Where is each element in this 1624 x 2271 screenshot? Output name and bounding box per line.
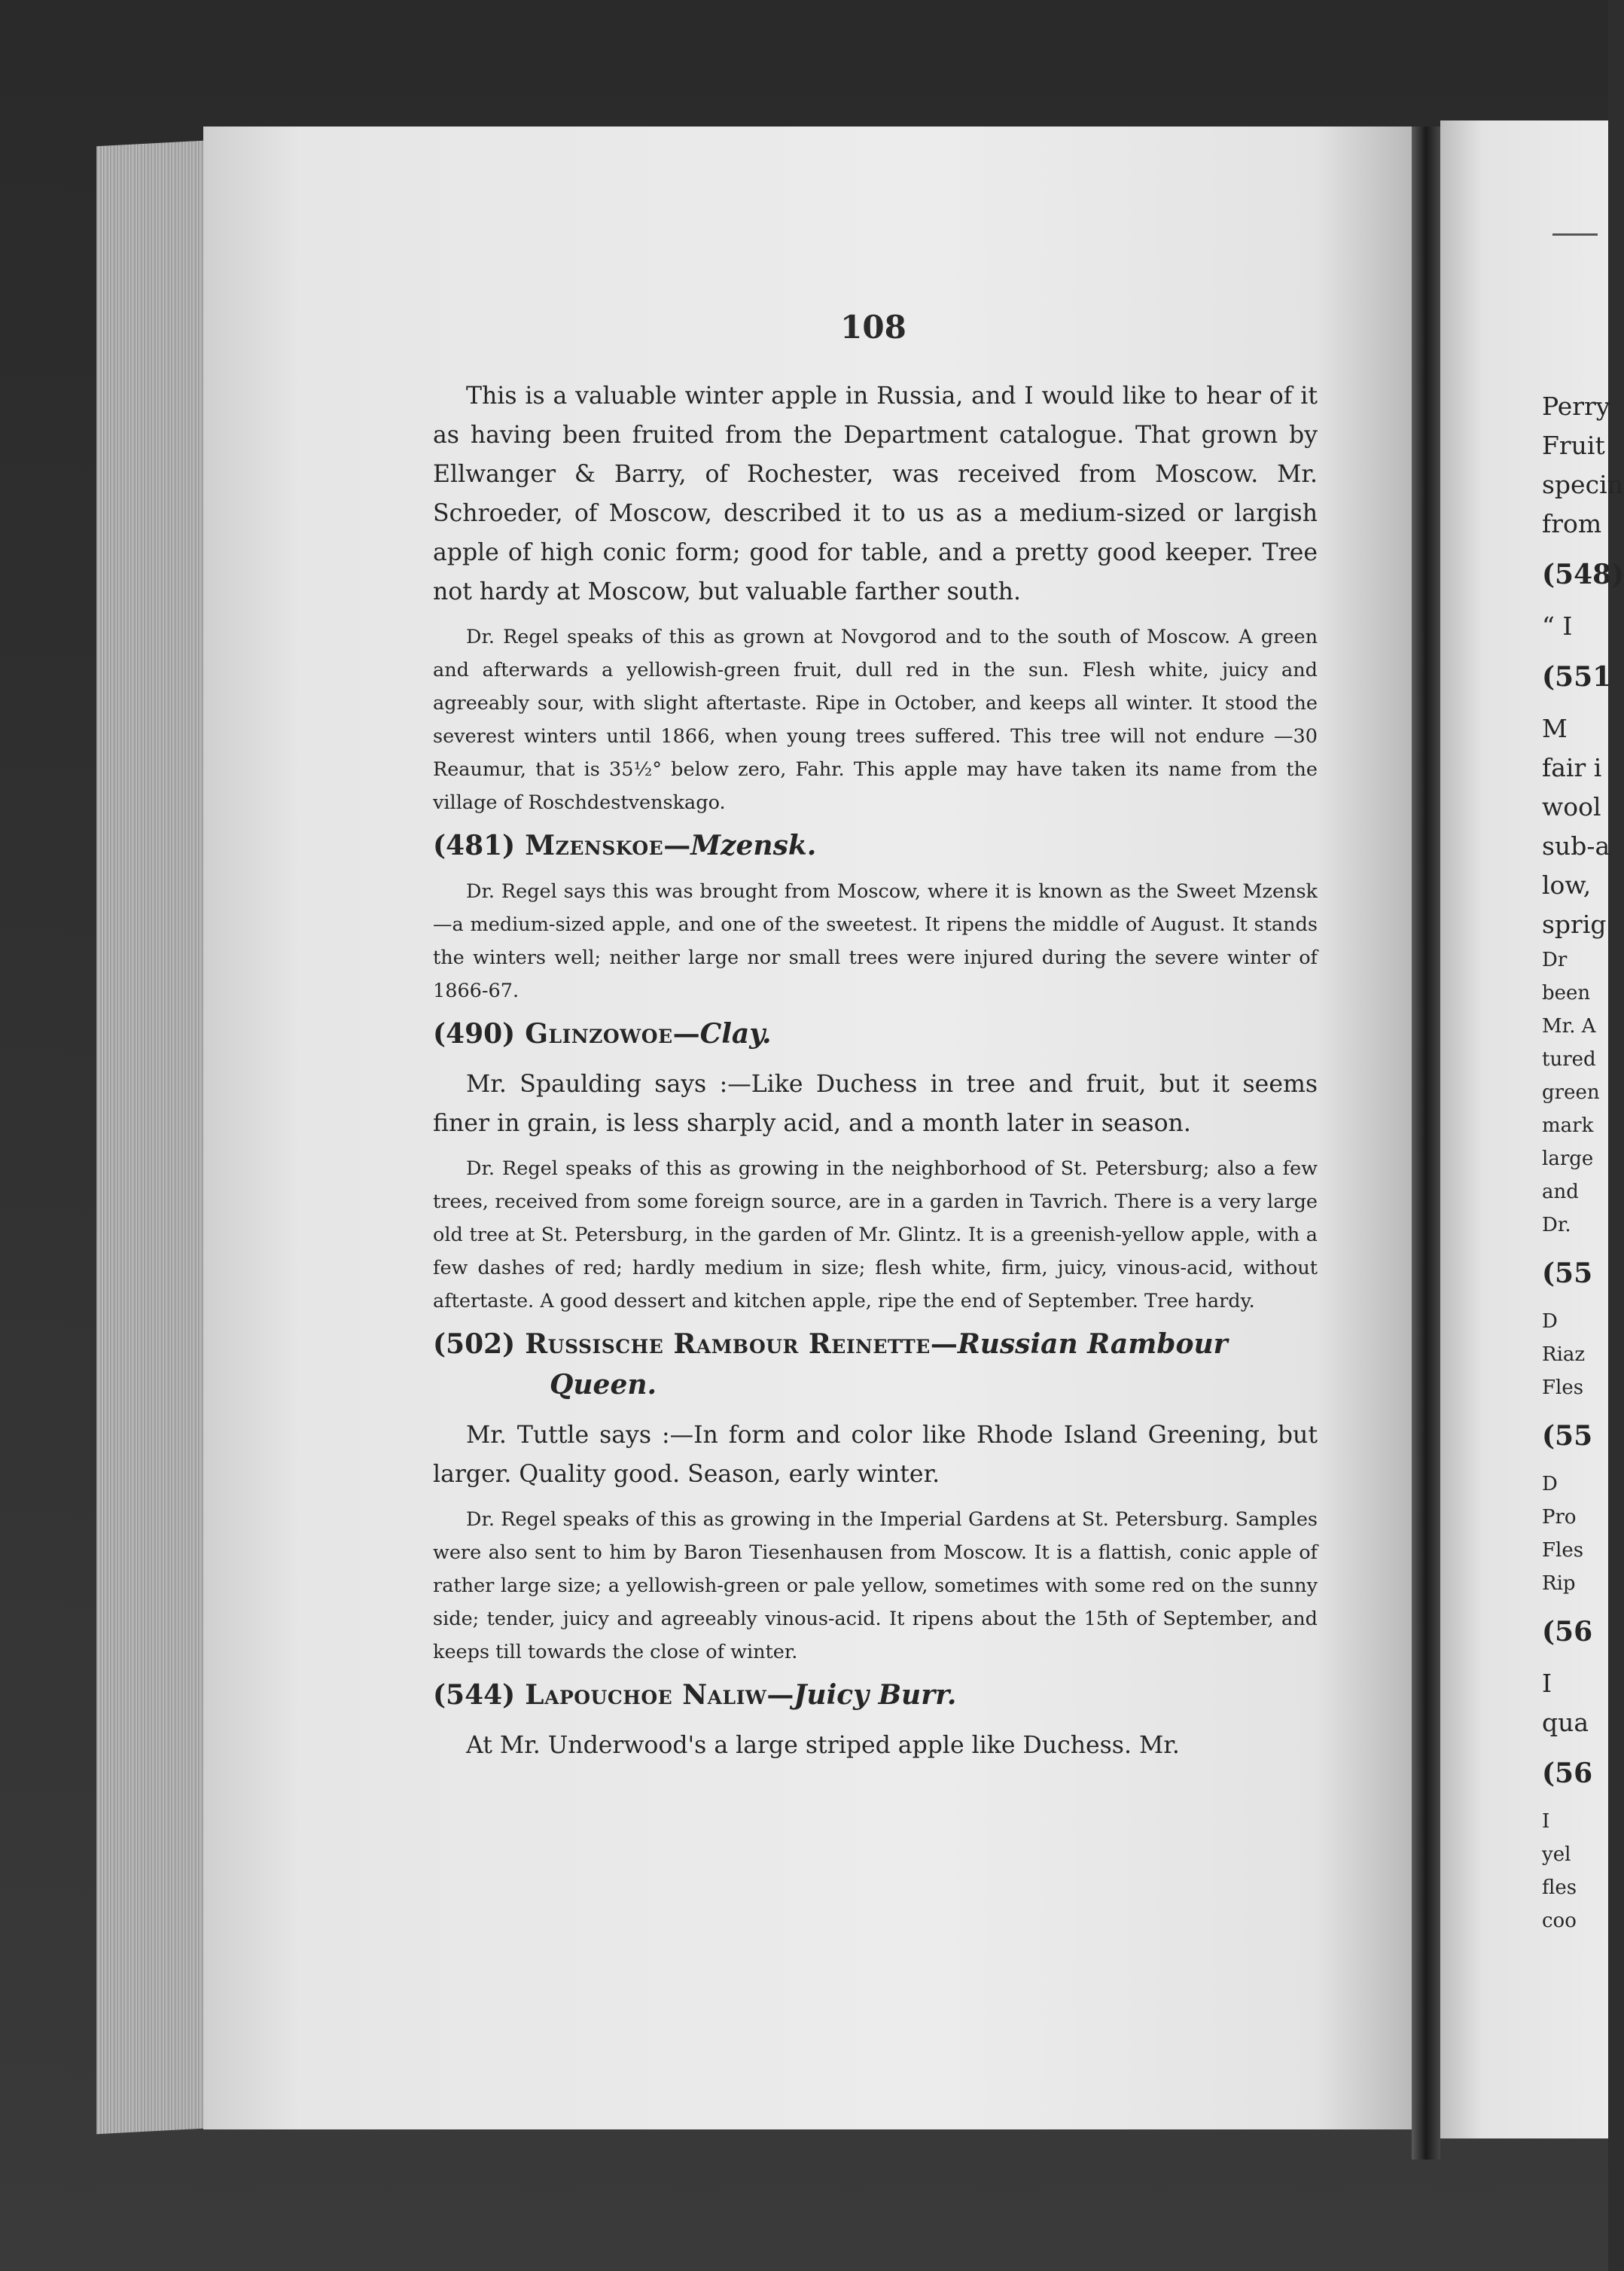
entry-name: Glinzowoe (515, 1018, 673, 1050)
right-page-line: tured (1542, 1048, 1596, 1071)
right-page-line: Pro (1542, 1506, 1577, 1529)
right-page-line: Dr. (1542, 1214, 1571, 1236)
entry-number: (481) (433, 830, 516, 861)
right-page-dash (1552, 233, 1598, 236)
right-page-line: D (1542, 1473, 1558, 1495)
right-page-line: (56 (1542, 1616, 1593, 1648)
entry-dash: — (672, 1018, 700, 1050)
book-page-edges (96, 140, 217, 2134)
right-page-line: (55 (1542, 1257, 1593, 1289)
entry-translation: Russian Rambour Queen. (550, 1328, 1228, 1401)
right-page-line: large (1542, 1148, 1594, 1170)
right-page-line: specin (1542, 470, 1623, 499)
entry-dash: — (930, 1328, 958, 1360)
right-page-line: yel (1542, 1843, 1571, 1866)
quoted-note: Dr. Regel says this was brought from Moscow, where it is known as the Sweet Mzensk—a medium-sized apple, and one of the sweetest. It ripens the middle of August. It stands the winters well; neither large nor small trees were injured during the severe winter of 1866-67. (433, 880, 1318, 1002)
right-page-line: from (1542, 509, 1602, 538)
right-page-line: Fles (1542, 1539, 1584, 1562)
right-page-line: coo (1542, 1910, 1577, 1932)
quoted-note: Dr. Regel speaks of this as growing in the neighborhood of St. Petersburg; also a few trees, received from some foreign source, are in a garden in Tavrich. There is a very large old tree at St. Petersburg, in the garden of Mr. Glintz. It is a greenish-yellow apple, with a few dashes of red; hardly medium in size; flesh white, firm, juicy, vinous-acid, without aftertaste. A good dessert and kitchen apple, ripe the end of September. Tree hardy. (433, 1157, 1318, 1312)
entry-number: (544) (433, 1679, 516, 1711)
right-page-line: I (1542, 1810, 1550, 1833)
quoted-note: Dr. Regel speaks of this as growing in the Imperial Gardens at St. Petersburg. Samples were also sent to him by Baron Tiesenhausen from Moscow. It is a flattish, conic apple of rather large size; a yellowish-green or pale yellow, sometimes with some red on the sunny side; tender, juicy and agreeably vinous-acid. It ripens about the 15th of September, and keeps till towards the close of winter. (433, 1508, 1318, 1663)
right-page-line: Rip (1542, 1572, 1576, 1595)
right-page-line: fles (1542, 1876, 1577, 1899)
entry-translation: Clay. (699, 1018, 772, 1050)
right-page-line: green (1542, 1081, 1600, 1104)
right-page-line: Fruit (1542, 431, 1605, 460)
right-page-line: sprig (1542, 910, 1607, 939)
right-page-line: (548) (1542, 559, 1624, 590)
body-paragraph: Mr. Spaulding says :—Like Duchess in tree and fruit, but it seems finer in grain, is less sharply acid, and a month later in season. (433, 1071, 1318, 1137)
right-page-line: been (1542, 982, 1591, 1004)
entry-number: (502) (433, 1328, 516, 1360)
entry-heading (433, 1014, 1318, 1054)
right-page-line: I (1542, 1669, 1552, 1698)
entry-translation: Mzensk. (690, 830, 817, 861)
right-page-line: Perry (1542, 392, 1610, 421)
quoted-note: Dr. Regel speaks of this as grown at Novgorod and to the south of Moscow. A green and afterwards a yellowish-green fruit, dull red in the sun. Flesh white, juicy and agreeably sour, with slight aftertaste. Ripe in October, and keeps all winter. It stood the severest winters until 1866, when young trees suffered. This tree will not endure —30 Reaumur, that is 35½° below zero, Fahr. This apple may have taken its name from the village of Roschdestvenskago. (433, 626, 1318, 814)
right-page-line: low, (1542, 870, 1592, 900)
right-page-line: D (1542, 1310, 1558, 1333)
entry-translation: Juicy Burr. (794, 1679, 957, 1711)
right-page-line: sub-a (1542, 831, 1610, 861)
right-page-line: mark (1542, 1114, 1594, 1137)
left-page-text (433, 376, 1318, 1765)
book-gutter (1412, 127, 1440, 2160)
right-page-line: qua (1542, 1708, 1589, 1737)
entry-heading (433, 1324, 1318, 1405)
right-page-line: (551 (1542, 661, 1612, 693)
body-paragraph: This is a valuable winter apple in Russia, and I would like to hear of it as having been fruited from the Department catalogue. That grown by Ellwanger & Barry, of Rochester, was received from Moscow. Mr. Schroeder, of Moscow, described it to us as a medium-sized or largish apple of high conic form; good for table, and a pretty good keeper. Tree not hardy at Moscow, but valuable farther south. (433, 383, 1318, 605)
right-page-line: Fles (1542, 1376, 1584, 1399)
right-page-line: Dr (1542, 949, 1568, 971)
entry-name: Russische Rambour Reinette (515, 1328, 931, 1360)
body-paragraph: At Mr. Underwood's a large striped apple like Duchess. Mr. (466, 1732, 1180, 1759)
right-page-line: fair i (1542, 753, 1602, 782)
right-page-line: (55 (1542, 1420, 1593, 1452)
right-page-line: wool (1542, 792, 1601, 822)
entry-dash: — (663, 830, 691, 861)
right-page-line: Mr. A (1542, 1015, 1596, 1038)
entry-name: Mzenskoe (515, 830, 664, 861)
right-page-line: “ I (1542, 611, 1573, 641)
entry-heading (433, 825, 1318, 866)
right-page-line: (56 (1542, 1757, 1593, 1789)
entry-number: (490) (433, 1018, 516, 1050)
right-page-line: M (1542, 714, 1568, 743)
entry-heading (433, 1675, 1318, 1715)
entry-name: Lapouchoe Naliw (515, 1679, 767, 1711)
body-paragraph: Mr. Tuttle says :—In form and color like Rhode Island Greening, but larger. Quality good. Season, early winter. (433, 1422, 1318, 1488)
right-page-line: Riaz (1542, 1343, 1586, 1366)
page-number: 108 (840, 309, 906, 346)
entry-dash: — (766, 1679, 794, 1711)
right-page-line: and (1542, 1181, 1579, 1203)
